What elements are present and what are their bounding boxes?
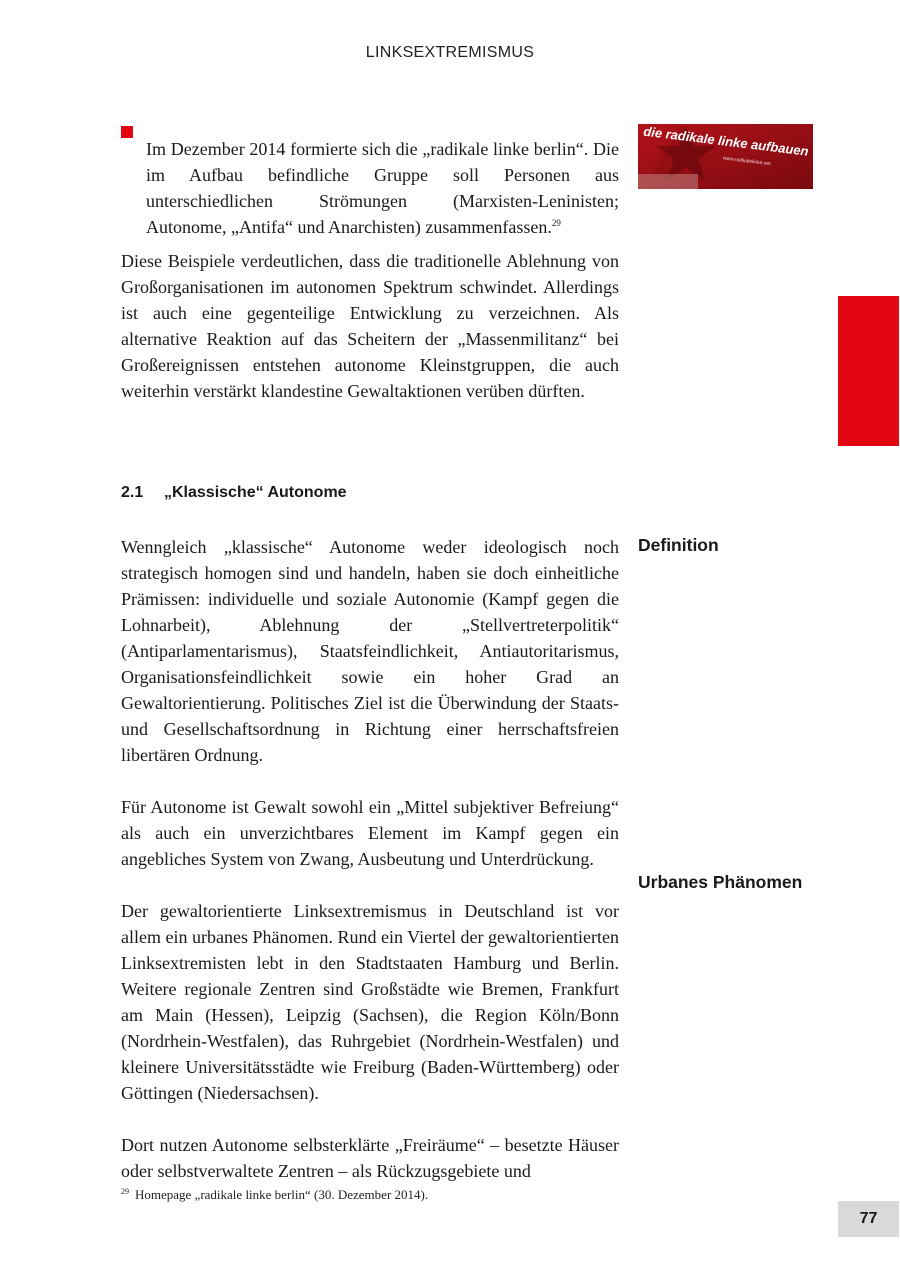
thumbnail-url: www.radikalelinke.net bbox=[722, 155, 771, 168]
thumbnail-caption: die radikale linke aufbauen bbox=[642, 124, 810, 159]
thumbnail-image bbox=[638, 124, 813, 189]
paragraph-4: Der gewaltorientierte Linksextremismus in Deutschland ist vor allem ein urbanes Phänomen. Rund ein Viertel der gewaltorientierten Linksextremisten lebt in den Stadtstaaten Hamburg und Berlin. Weitere regionale Zentren sind Großstädte wie Bremen, Frankfurt am Main (Hessen), Leipzig (Sachsen), die Region Köln/Bonn (Nordrhein-Westfalen), das Ruhrgebiet (Nordrhein-Westfalen) und kleinere Universitätsstädte wie Freiburg (Baden-Württemberg) oder Göttingen (Niedersachsen). bbox=[121, 901, 619, 1103]
paragraph-5: Dort nutzen Autonome selbsterklärte „Freiräume“ – besetzte Häuser oder selbstverwaltete Zentren – als Rückzugsgebiete und bbox=[121, 1135, 619, 1181]
paragraph-1: Diese Beispiele verdeutlichen, dass die traditionelle Ablehnung von Großorganisationen im autonomen Spektrum schwindet. Allerdings ist auch eine gegenteilige Entwicklung zu verzeichnen. Als alternative Reaktion auf das Scheitern der „Massenmilitanz“ bei Großereignissen entstehen autonome Kleinstgruppen, die auch weiterhin verstärkt klandestine Gewaltaktionen verüben dürften. bbox=[121, 251, 619, 401]
footnote bbox=[121, 1187, 428, 1203]
margin-label-definition: Definition bbox=[638, 535, 719, 555]
bullet-text: Im Dezember 2014 formierte sich die „radikale linke berlin“. Die im Aufbau befindliche Gruppe soll Personen aus unterschiedlichen Strömungen (Marxisten-Leninisten; Autonome, „Antifa“ und Anarchisten) zusammenfassen.$^{29}$ bbox=[146, 139, 619, 237]
body-column-2 bbox=[121, 534, 619, 1184]
paragraph-3: Für Autonome ist Gewalt sowohl ein „Mittel subjektiver Befreiung“ als auch ein unverzichtbares Element im Kampf gegen ein angebliches System von Zwang, Ausbeutung und Unterdrückung. bbox=[121, 797, 619, 869]
section-heading bbox=[121, 484, 347, 502]
page-number: 77 bbox=[838, 1201, 899, 1237]
footnote-number: 29 bbox=[121, 1186, 129, 1196]
footnote-ref[interactable]: 29 bbox=[551, 218, 561, 228]
running-header: LINKSEXTREMISMUS bbox=[365, 44, 535, 61]
body-column-1 bbox=[121, 248, 619, 404]
chapter-tab-marker bbox=[838, 296, 899, 446]
section-number: 2.1 bbox=[121, 484, 144, 501]
bullet-square-icon bbox=[121, 126, 133, 138]
thumbnail-graphic bbox=[638, 124, 813, 189]
footnote-text: Homepage „radikale linke berlin“ (30. Dezember 2014). bbox=[135, 1187, 429, 1202]
bullet-item bbox=[121, 118, 619, 258]
paragraph-2: Wenngleich „klassische“ Autonome weder ideologisch noch strategisch homogen sind und handeln, haben sie doch einheitliche Prämissen: individuelle und soziale Autonomie (Kampf gegen die Lohnarbeit), Ablehnung der „Stellvertreterpolitik“ (Antiparlamentarismus), Staatsfeindlichkeit, Antiautoritarismus, Organisationsfeindlichkeit sowie ein hoher Grad an Gewaltorientierung. Politisches Ziel ist die Überwindung der Staats- und Gesellschaftsordnung in Richtung einer herrschaftsfreien libertären Ordnung. bbox=[121, 537, 619, 765]
section-title: „Klassische“ Autonome bbox=[164, 484, 347, 501]
margin-label-urban: Urbanes Phänomen bbox=[638, 872, 803, 892]
